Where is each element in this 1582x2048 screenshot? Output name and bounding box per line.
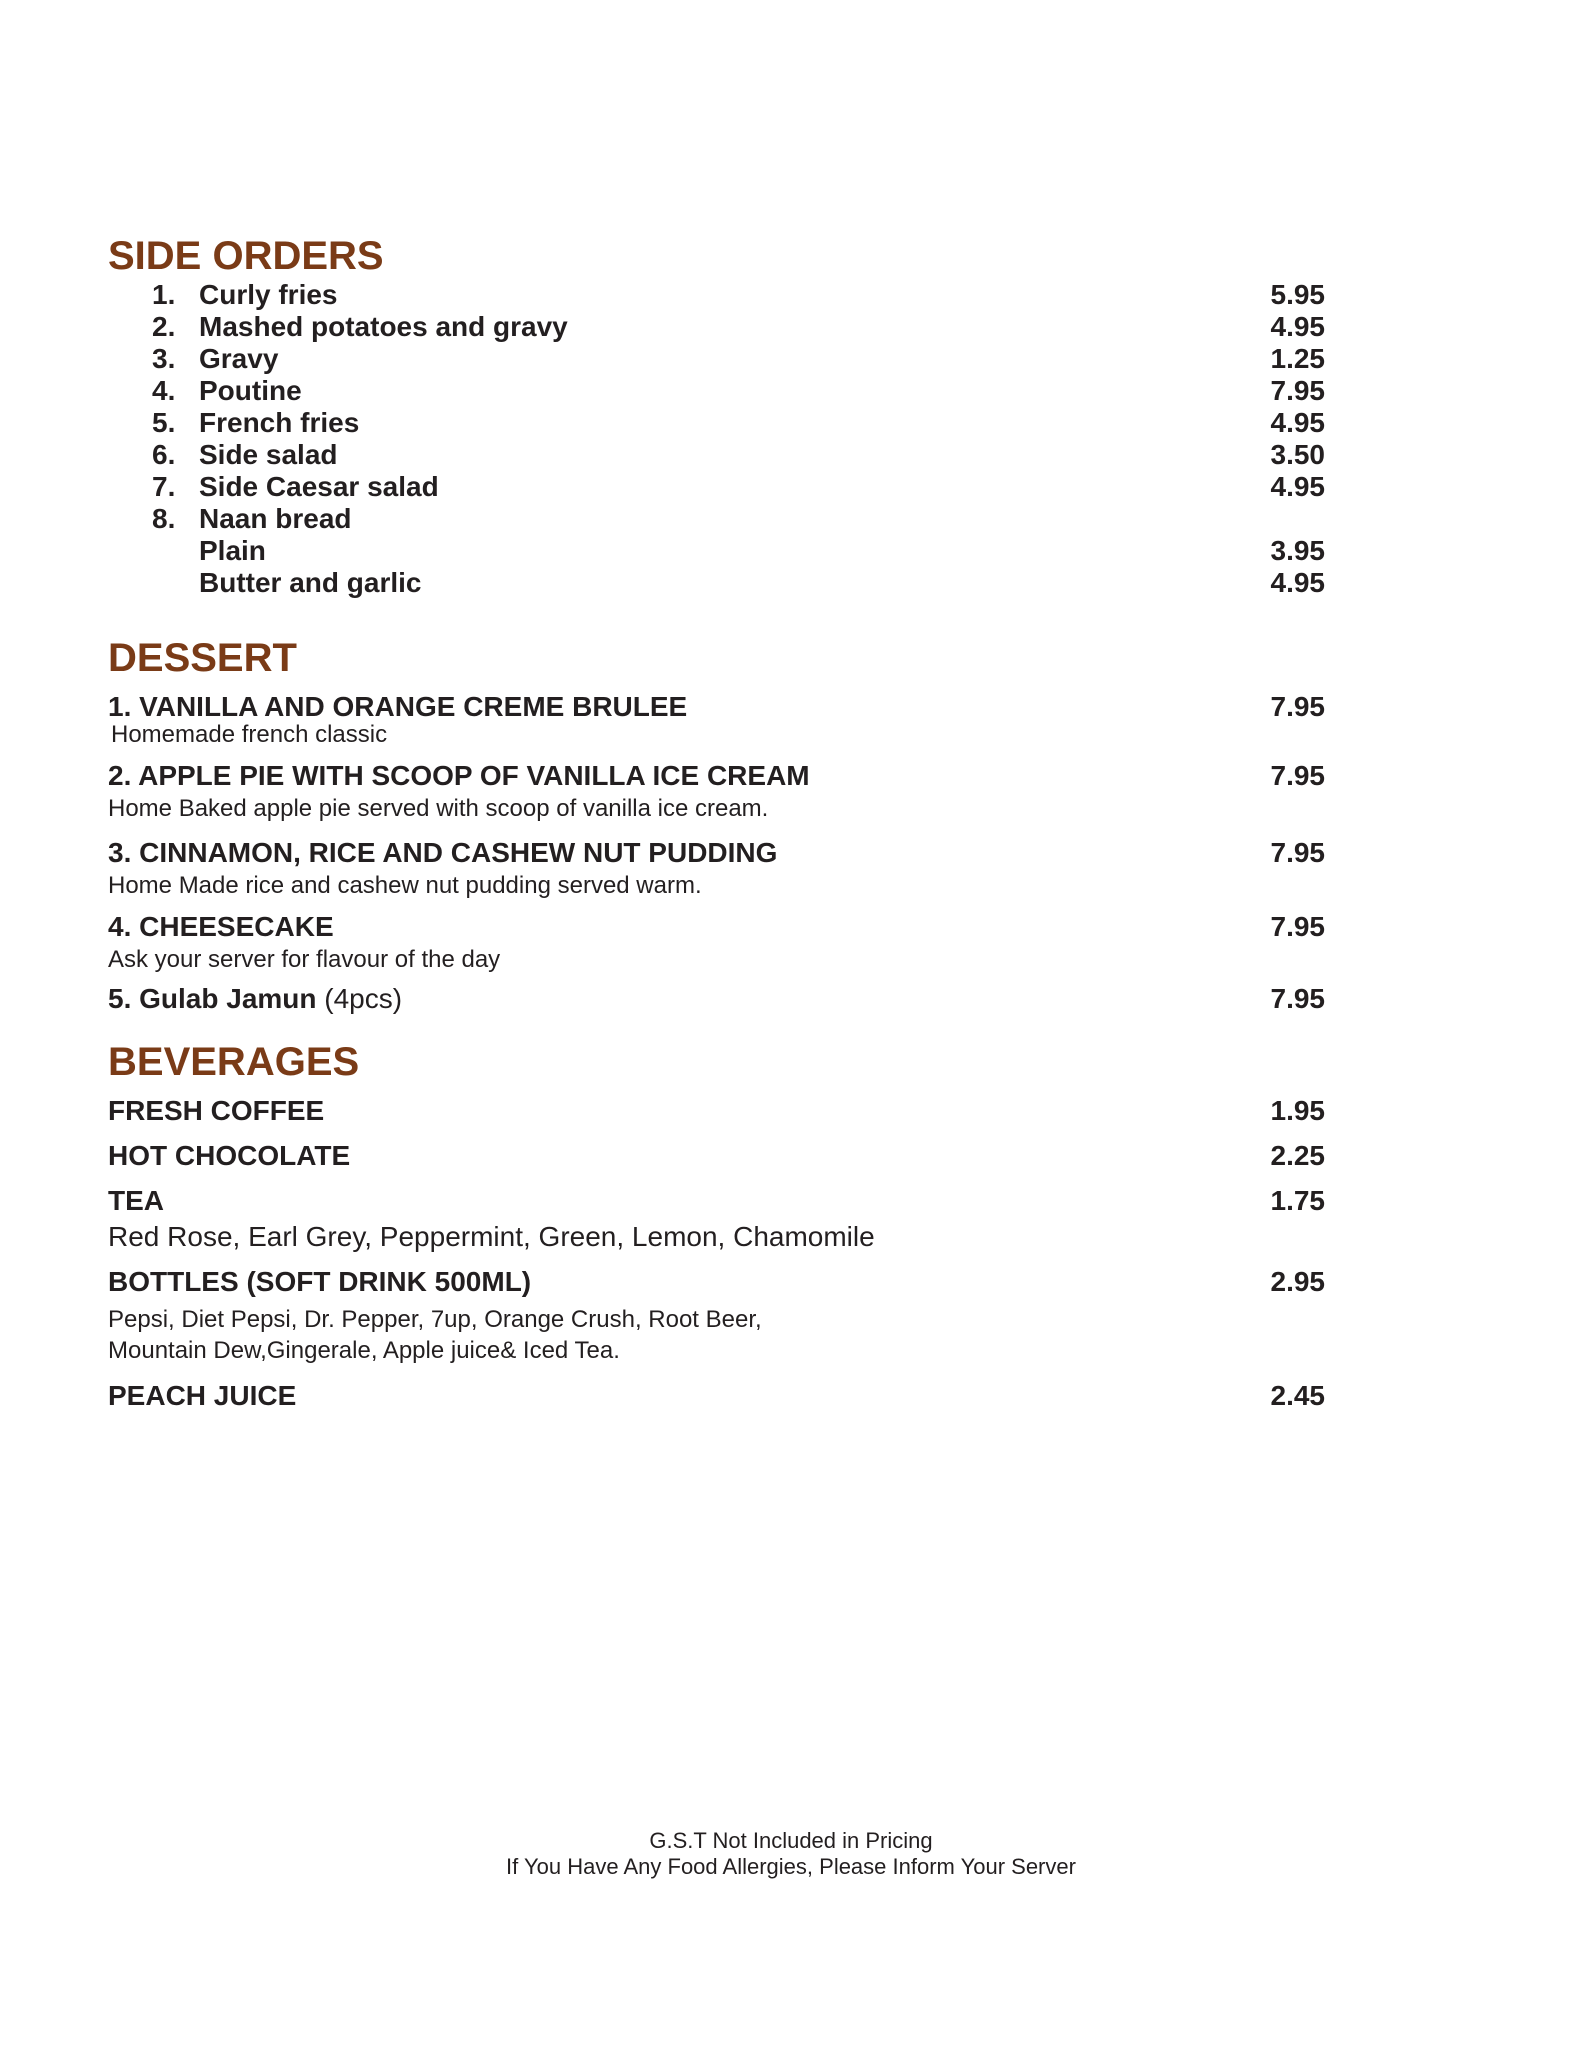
menu-item <box>152 535 1325 567</box>
menu-item <box>152 375 1325 407</box>
item-name: 1. VANILLA AND ORANGE CREME BRULEE <box>108 691 688 722</box>
item-name: 3. CINNAMON, RICE AND CASHEW NUT PUDDING <box>108 837 778 868</box>
item-number: 5. <box>152 407 176 438</box>
item-price: 3.50 <box>1270 439 1325 470</box>
item-number: 1. <box>152 279 176 310</box>
item-price: 1.95 <box>1270 1095 1325 1126</box>
item-name: BOTTLES (SOFT DRINK 500ML) <box>108 1266 532 1297</box>
item-name: Naan bread <box>199 503 352 534</box>
tax-note: G.S.T Not Included in Pricing <box>649 1828 933 1853</box>
item-name: HOT CHOCOLATE <box>108 1140 351 1171</box>
menu-item <box>152 567 1325 599</box>
menu-item <box>108 1094 1325 1128</box>
item-name: 5. Gulab Jamun <box>108 983 317 1014</box>
item-name: Plain <box>199 535 266 566</box>
item-price: 7.95 <box>1270 911 1325 942</box>
side-orders-heading: SIDE ORDERS <box>108 234 384 278</box>
item-name: Gravy <box>199 343 279 374</box>
item-name: Side Caesar salad <box>199 471 439 502</box>
item-name: French fries <box>199 407 360 438</box>
item-description: Homemade french classic <box>111 721 388 748</box>
item-price: 4.95 <box>1270 471 1325 502</box>
menu-item <box>108 690 1325 746</box>
menu-item <box>152 439 1325 471</box>
item-description: Red Rose, Earl Grey, Peppermint, Green, Lemon, Chamomile <box>108 1221 875 1252</box>
menu-item <box>108 1265 1325 1366</box>
item-description: Home Made rice and cashew nut pudding served warm. <box>108 872 702 899</box>
item-price: 1.25 <box>1270 343 1325 374</box>
item-number: 8. <box>152 503 176 534</box>
item-price: 7.95 <box>1270 691 1325 722</box>
dessert-heading: DESSERT <box>108 636 297 680</box>
item-price: 2.45 <box>1270 1380 1325 1411</box>
menu-item <box>108 910 1325 975</box>
menu-item <box>108 1139 1325 1173</box>
item-price: 4.95 <box>1270 567 1325 598</box>
item-name: Butter and garlic <box>199 567 422 598</box>
item-number: 6. <box>152 439 176 470</box>
item-name: 2. APPLE PIE WITH SCOOP OF VANILLA ICE CREAM <box>108 760 810 791</box>
item-price: 7.95 <box>1270 983 1325 1014</box>
item-price: 2.95 <box>1270 1266 1325 1297</box>
menu-item <box>152 407 1325 439</box>
item-name: Side salad <box>199 439 338 470</box>
item-description: Pepsi, Diet Pepsi, Dr. Pepper, 7up, Orange Crush, Root Beer, <box>108 1306 762 1333</box>
item-name: PEACH JUICE <box>108 1380 297 1411</box>
item-name: FRESH COFFEE <box>108 1095 325 1126</box>
item-number: 3. <box>152 343 176 374</box>
item-number: 7. <box>152 471 176 502</box>
menu-item <box>152 311 1325 343</box>
item-price: 5.95 <box>1270 279 1325 310</box>
beverages-heading: BEVERAGES <box>108 1040 360 1084</box>
item-number: 2. <box>152 311 176 342</box>
item-note: (4pcs) <box>316 983 403 1014</box>
item-price: 7.95 <box>1270 375 1325 406</box>
menu-item <box>108 759 1325 824</box>
item-name: Curly fries <box>199 279 338 310</box>
menu-item <box>152 343 1325 375</box>
item-number: 4. <box>152 375 176 406</box>
item-description: Home Baked apple pie served with scoop of vanilla ice cream. <box>108 795 769 822</box>
item-price: 7.95 <box>1270 760 1325 791</box>
item-name: TEA <box>108 1185 164 1216</box>
menu-item <box>108 1379 1325 1413</box>
menu-item <box>108 982 1325 1016</box>
menu-item <box>108 1184 1325 1256</box>
item-name: Mashed potatoes and gravy <box>199 311 568 342</box>
item-price: 3.95 <box>1270 535 1325 566</box>
item-description: Ask your server for flavour of the day <box>108 946 501 973</box>
item-price: 4.95 <box>1270 311 1325 342</box>
item-price: 7.95 <box>1270 837 1325 868</box>
item-price: 1.75 <box>1270 1185 1325 1216</box>
item-price: 2.25 <box>1270 1140 1325 1171</box>
item-name: Poutine <box>199 375 302 406</box>
menu-item <box>152 471 1325 503</box>
item-name: 4. CHEESECAKE <box>108 911 334 942</box>
menu-item <box>152 279 1325 311</box>
item-description: Mountain Dew,Gingerale, Apple juice& Iced Tea. <box>108 1337 620 1364</box>
menu-item <box>152 503 1325 535</box>
item-price: 4.95 <box>1270 407 1325 438</box>
allergy-note: If You Have Any Food Allergies, Please Inform Your Server <box>506 1854 1076 1879</box>
menu-item <box>108 836 1325 901</box>
